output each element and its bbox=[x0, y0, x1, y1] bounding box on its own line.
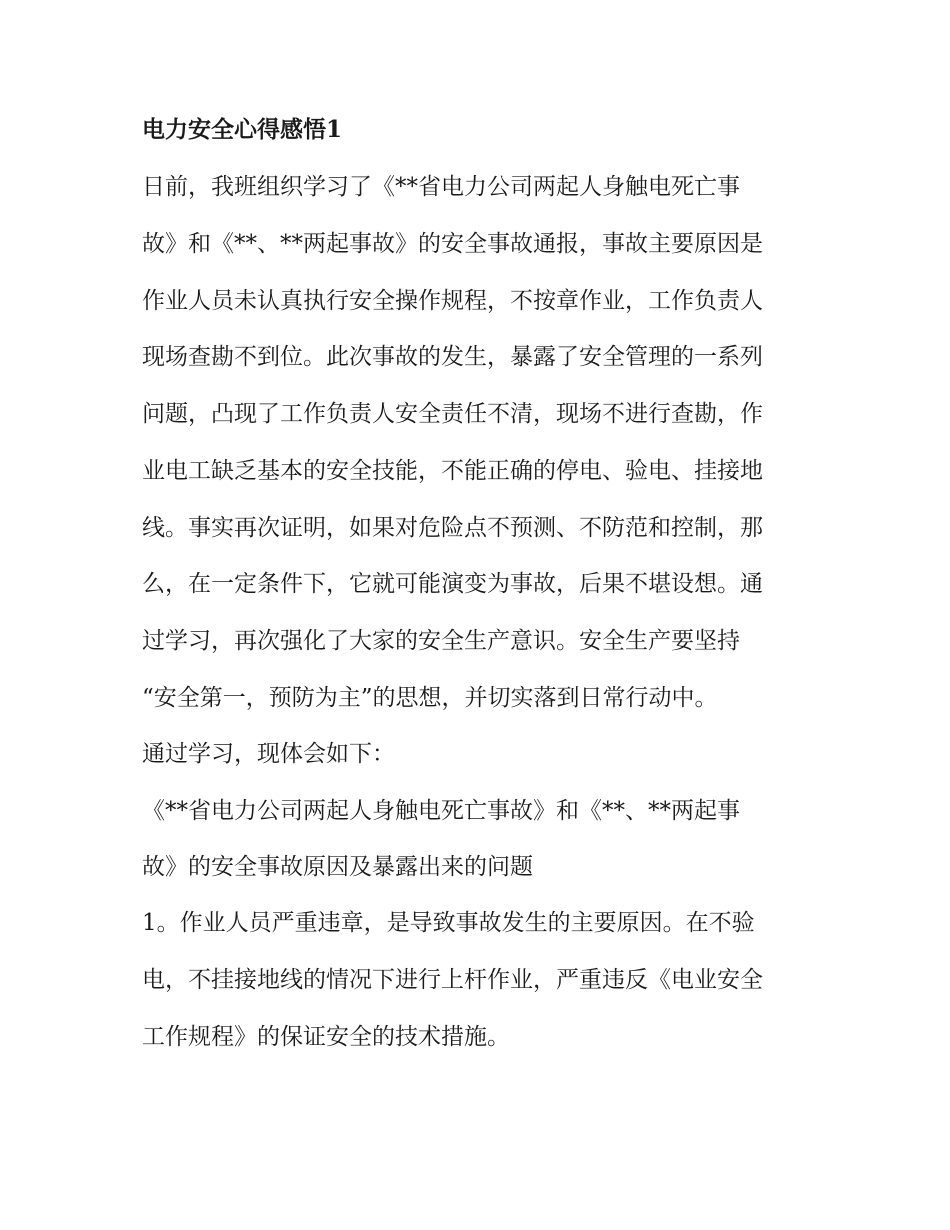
document-title: 电力安全心得感悟1 bbox=[142, 116, 343, 143]
paragraph-line: 现场查勘不到位。此次事故的发生，暴露了安全管理的一系列 bbox=[142, 344, 763, 370]
paragraph-line: 线。事实再次证明，如果对危险点不预测、不防范和控制，那 bbox=[142, 515, 763, 541]
paragraph-line: 过学习，再次强化了大家的安全生产意识。安全生产要坚持 bbox=[142, 628, 740, 654]
paragraph-line: 日前，我班组织学习了《**省电力公司两起人身触电死亡事 bbox=[142, 174, 740, 200]
paragraph-line: 《**省电力公司两起人身触电死亡事故》和《**、**两起事 bbox=[142, 798, 740, 824]
paragraph-line: 问题，凸现了工作负责人安全责任不清，现场不进行查勘，作 bbox=[142, 401, 763, 427]
paragraph-line: 作业人员未认真执行安全操作规程，不按章作业，工作负责人 bbox=[142, 288, 763, 314]
paragraph-line: 业电工缺乏基本的安全技能，不能正确的停电、验电、挂接地 bbox=[142, 458, 763, 484]
paragraph-line: 么，在一定条件下，它就可能演变为事故，后果不堪设想。通 bbox=[142, 571, 763, 597]
paragraph-line: 通过学习，现体会如下： bbox=[142, 741, 395, 767]
paragraph-line: 电，不挂接地线的情况下进行上杆作业，严重违反《电业安全 bbox=[142, 967, 763, 993]
paragraph-line: 1。作业人员严重违章，是导致事故发生的主要原因。在不验 bbox=[142, 910, 755, 936]
paragraph-line: 工作规程》的保证安全的技术措施。 bbox=[142, 1024, 510, 1050]
paragraph-line: 故》和《**、**两起事故》的安全事故通报，事故主要原因是 bbox=[142, 231, 763, 257]
paragraph-line: 故》的安全事故原因及暴露出来的问题 bbox=[142, 854, 533, 880]
paragraph-line: “安全第一，预防为主”的思想，并切实落到日常行动中。 bbox=[142, 685, 718, 711]
